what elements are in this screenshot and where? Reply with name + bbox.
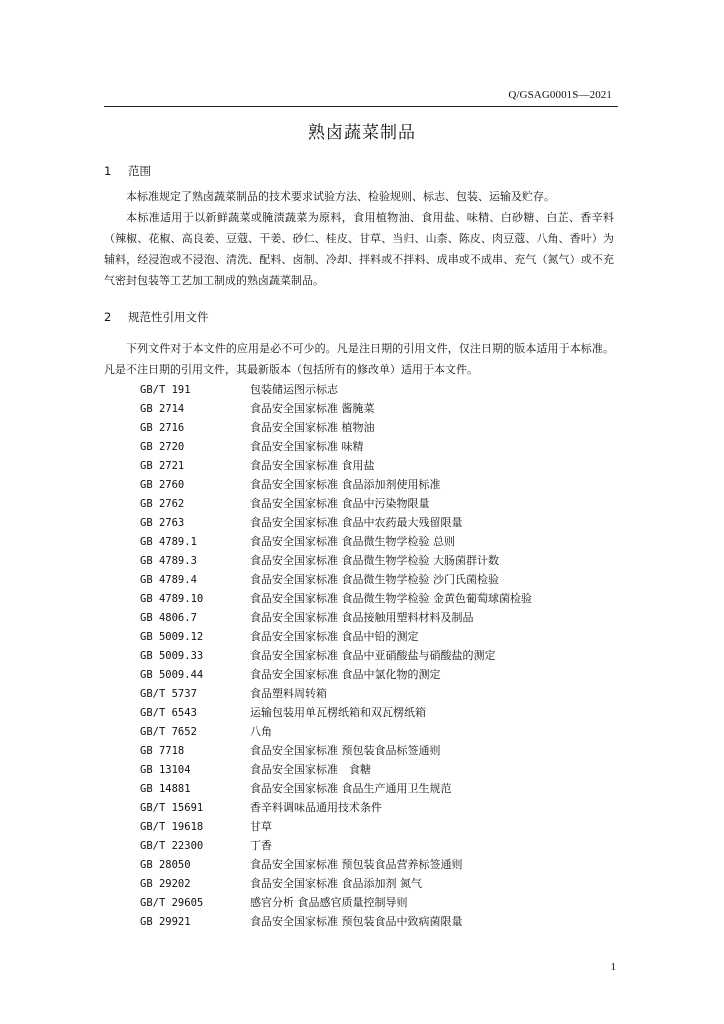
reference-code: GB 14881 [140,783,191,795]
reference-title: 食品安全国家标准 预包装食品中致病菌限量 [250,915,463,928]
reference-item [140,741,532,760]
section-1-para-2: 本标准适用于以新鲜蔬菜或腌渍蔬菜为原料，食用植物油、食用盐、味精、白砂糖、白芷、香辛料（辣椒、花椒、高良姜、豆蔻、干姜、砂仁、桂皮、甘草、当归、山柰、陈皮、肉豆蔻、八角、香叶）为辅料，经浸泡或不浸泡、清洗、配料、卤制、冷却、拌料或不拌料、成串或不成串、充气（氮气）或不充气密封包装等工艺加工制成的熟卤蔬菜制品。 [104,211,614,287]
reference-item [140,855,532,874]
reference-code: GB 7718 [140,745,185,757]
reference-code: GB 2760 [140,479,185,491]
reference-title: 食品安全国家标准 食品添加剂使用标准 [250,478,441,491]
reference-code: GB 2720 [140,441,185,453]
reference-item [140,646,532,665]
reference-code: GB/T 191 [140,384,191,396]
reference-code: GB 29202 [140,878,191,890]
section-1-heading [104,163,151,179]
reference-item [140,589,532,608]
section-2-heading [104,309,209,325]
reference-code: GB 13104 [140,764,191,776]
reference-item [140,380,532,399]
reference-item [140,608,532,627]
section-1-para-1: 本标准规定了熟卤蔬菜制品的技术要求试验方法、检验规则、标志、包装、运输及贮存。 [126,190,555,203]
reference-title: 食品安全国家标准 食用盐 [250,459,375,472]
reference-item [140,551,532,570]
reference-title: 食品塑料周转箱 [250,687,327,700]
reference-item [140,798,532,817]
reference-title: 香辛料调味品通用技术条件 [250,801,382,814]
reference-item [140,779,532,798]
reference-code: GB 4789.4 [140,574,197,586]
reference-title: 食品安全国家标准 食品生产通用卫生规范 [250,782,452,795]
reference-title: 食品安全国家标准 食品中铅的测定 [250,630,419,643]
reference-title: 食品安全国家标准 食品微生物学检验 大肠菌群计数 [250,554,499,567]
reference-title: 食品安全国家标准 食品中亚硝酸盐与硝酸盐的测定 [250,649,496,662]
reference-item [140,437,532,456]
reference-code: GB 28050 [140,859,191,871]
reference-code: GB 2763 [140,517,185,529]
reference-title: 运输包装用单瓦楞纸箱和双瓦楞纸箱 [250,706,426,719]
reference-title: 丁香 [250,839,272,852]
reference-item [140,627,532,646]
reference-item [140,722,532,741]
reference-item [140,836,532,855]
reference-item [140,532,532,551]
reference-item [140,570,532,589]
reference-title: 食品安全国家标准 味精 [250,440,364,453]
reference-code: GB 5009.44 [140,669,204,681]
reference-title: 食品安全国家标准 食品中农药最大残留限量 [250,516,463,529]
reference-item [140,494,532,513]
section-2-intro: 下列文件对于本文件的应用是必不可少的。凡是注日期的引用文件，仅注日期的版本适用于本标准。凡是不注日期的引用文件，其最新版本（包括所有的修改单）适用于本文件。 [104,342,614,376]
reference-item [140,760,532,779]
section-1-number: 1 [104,164,112,178]
reference-code: GB 2721 [140,460,185,472]
section-2-title: 规范性引用文件 [128,310,209,324]
reference-code: GB/T 5737 [140,688,197,700]
section-1-title: 范围 [128,164,151,178]
reference-title: 甘草 [250,820,272,833]
page-number: 1 [610,961,616,973]
reference-code: GB 29921 [140,916,191,928]
reference-title: 食品安全国家标准 植物油 [250,421,375,434]
reference-title: 食品安全国家标准 食品微生物学检验 总则 [250,535,455,548]
reference-item [140,817,532,836]
reference-title: 食品安全国家标准 酱腌菜 [250,402,375,415]
reference-code: GB/T 7652 [140,726,197,738]
reference-code: GB/T 29605 [140,897,204,909]
section-2-number: 2 [104,310,112,324]
reference-item [140,513,532,532]
reference-code: GB 2716 [140,422,185,434]
reference-code: GB/T 19618 [140,821,204,833]
reference-code: GB 2762 [140,498,185,510]
reference-code: GB/T 15691 [140,802,204,814]
reference-title: 感官分析 食品感官质量控制导则 [250,896,408,909]
reference-code: GB 5009.33 [140,650,204,662]
reference-item [140,684,532,703]
reference-title: 食品安全国家标准 食品添加剂 氮气 [250,877,422,890]
header-rule [104,106,618,107]
reference-item [140,874,532,893]
reference-title: 食品安全国家标准 预包装食品营养标签通则 [250,858,463,871]
reference-title: 食品安全国家标准 食糖 [250,763,371,776]
reference-code: GB/T 22300 [140,840,204,852]
reference-code: GB 4789.10 [140,593,204,605]
reference-item [140,703,532,722]
reference-title: 包装储运图示标志 [250,383,338,396]
reference-code: GB 5009.12 [140,631,204,643]
reference-code: GB 4789.3 [140,555,197,567]
reference-item [140,418,532,437]
reference-item [140,399,532,418]
reference-title: 八角 [250,725,272,738]
reference-title: 食品安全国家标准 食品微生物学检验 金黄色葡萄球菌检验 [250,592,532,605]
reference-title: 食品安全国家标准 食品中氯化物的测定 [250,668,441,681]
page-title: 熟卤蔬菜制品 [308,123,416,143]
reference-code: GB 2714 [140,403,185,415]
reference-item [140,912,532,931]
reference-item [140,893,532,912]
reference-title: 食品安全国家标准 食品中污染物限量 [250,497,430,510]
standard-code: Q/GSAG0001S—2021 [508,89,612,101]
reference-item [140,456,532,475]
reference-title: 食品安全国家标准 食品接触用塑料材料及制品 [250,611,474,624]
reference-code: GB 4789.1 [140,536,197,548]
reference-item [140,475,532,494]
reference-code: GB/T 6543 [140,707,197,719]
reference-title: 食品安全国家标准 预包装食品标签通则 [250,744,441,757]
reference-list [140,380,532,931]
reference-title: 食品安全国家标准 食品微生物学检验 沙门氏菌检验 [250,573,499,586]
reference-item [140,665,532,684]
reference-code: GB 4806.7 [140,612,197,624]
